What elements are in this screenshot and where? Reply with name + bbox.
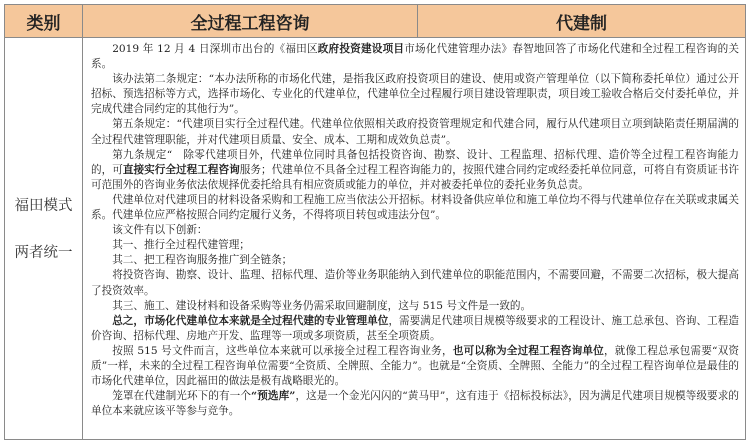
text-segment: 该办法第二条规定：“本办法所称的市场化代建，是指我区政府投资项目的建设、使用或资产管理单位（以下简称委托单位）通过公开招标、预选招标等方式，选择市场化、专业化的代建单位，代建单位全过程履行项目建设管理职责，项目竣工验收合格后交付委托单位，并完成代建合同约定的其他行为”。	[91, 73, 739, 116]
text-segment: ，需要满足代建项目规模等级要求的工程设计、施工总承包、咨询、工程造价咨询、招标代理、房地产开发、监理等一项或多项资质，甚至全项资质。	[91, 314, 740, 342]
label-unify: 两者统一	[14, 245, 73, 261]
paragraph	[91, 314, 739, 344]
paragraph	[91, 42, 739, 72]
comparison-table	[4, 4, 746, 440]
text-segment: 2019 年 12 月 4 日深圳市出台的《福田区	[112, 43, 318, 55]
text-segment: 其二、把工程咨询服务推广到全链条；	[112, 254, 293, 267]
bold-text: 政府投资建设项目	[317, 43, 405, 55]
paragraph	[91, 299, 739, 314]
text-segment: ，就像工程总承包需要“双资质”一样，未来的全过程工程咨询单位需要“全资质、全牌照、全能力”。也就是“全资质、全牌照、全能力”的全过程工程咨询单位是最佳的市场化代建单位，因此福田的做法是极有战略眼光的。	[91, 344, 740, 388]
paragraph	[91, 148, 739, 193]
bold-text: “预选库”	[251, 390, 296, 403]
paragraph	[91, 389, 739, 419]
paragraph	[91, 253, 739, 268]
paragraph	[91, 193, 739, 223]
header-agent-construction: 代建制	[556, 13, 607, 34]
text-segment: 第九条规定“ 除零代建项目外，代建单位同时具备包括投资咨询、勘察、设计、工程监理、招标代理、造价等全过程工程咨询能力的，可	[91, 148, 739, 176]
text-segment: 其一、推行全过程代建管理；	[112, 239, 250, 252]
paragraph	[91, 117, 739, 147]
text-segment: ，这是一个金光闪闪的“黄马甲”，这有违于《招标投标法》，因为满足代建项目规模等级要求的单位本来就应该平等参与竞争。	[91, 390, 740, 418]
text-segment: 其三、施工、建设材料和设备采购等业务仍需采取回避制度，这与 515 号文件是一致的。	[112, 299, 532, 312]
bold-text: 总之，	[112, 314, 145, 327]
table-header	[5, 5, 745, 38]
bold-text: 直接实行全过程工程咨询	[122, 163, 240, 176]
paragraph	[91, 72, 739, 117]
label-futian-mode: 福田模式	[14, 198, 73, 214]
paragraph	[91, 268, 739, 298]
text-segment: 服务；代建单位不具备全过程工程咨询能力的，按照代建合同约定或经委托单位同意，可将自有资质证书许可范围外的咨询业务依法依规择优委托给具有相应资质或能力的单位，并对被委托单位的委托业务负总责。	[91, 163, 740, 191]
content-cell	[83, 38, 745, 440]
text-segment: 第五条规定：“代建项目实行全过程代建。代建单位依照相关政府投资管理规定和代建合同，履行从代建项目立项到缺陷责任期届满的全过程代建管理职能，并对代建项目质量、安全、成本、工期和成效负总责”。	[91, 118, 739, 146]
header-whole-process-consulting: 全过程工程咨询	[83, 5, 418, 37]
paragraph	[91, 223, 739, 238]
text-segment: 笼罩在代建制光环下的有一个	[112, 390, 252, 403]
bold-text: 市场化代建单位本来就是全过程代建的专业管理单位	[144, 314, 389, 327]
paragraph	[91, 344, 739, 389]
text-segment: 市场化代建管理办法》春智地回答了市场化代建和全过程工程咨询的关系。	[91, 43, 739, 71]
text-segment: 将投资咨询、勘察、设计、监理、招标代理、造价等业务职能纳入到代建单位的职能范围内，不需要回避，不需要二次招标，极大提高了投资效率。	[91, 269, 739, 297]
header-category: 类别	[5, 5, 83, 37]
table-body-row	[5, 38, 745, 440]
category-cell	[5, 38, 83, 440]
text-segment: 该文件有以下创新：	[112, 224, 208, 237]
paragraph	[91, 238, 739, 253]
text-segment: 按照 515 号文件而言，这些单位本来就可以承接全过程工程咨询业务，	[112, 344, 453, 357]
bold-text: 也可以称为全过程工程咨询单位	[452, 344, 604, 357]
text-segment: 代建单位对代建项目的材料设备采购和工程施工应当依法公开招标。材料设备供应单位和施工单位均不得与代建单位存在关联或隶属关系。代建单位应严格按照合同约定履行义务，不得将项目转包或违法分包”。	[91, 193, 739, 222]
